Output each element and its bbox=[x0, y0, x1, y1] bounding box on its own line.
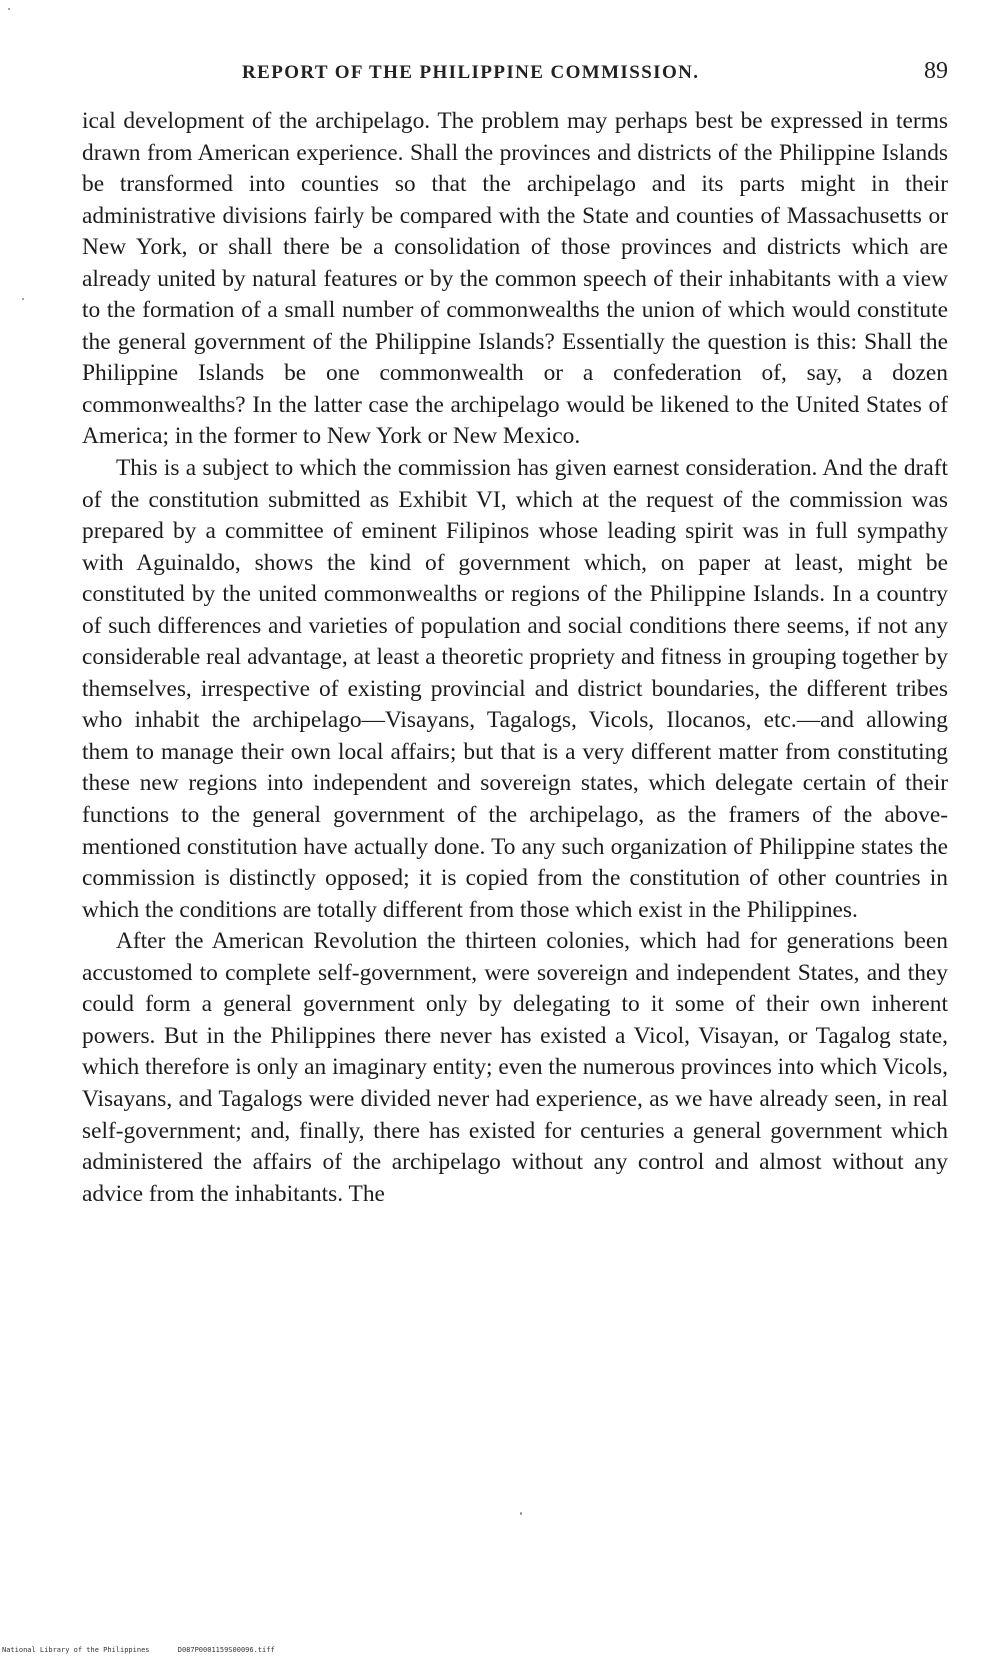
running-title: REPORT OF THE PHILIPPINE COMMISSION. bbox=[242, 62, 700, 83]
paragraph: After the American Revolution the thirteen colonies, which had for generations been accustomed to complete self-government, were sovereign and independent States, and they could form a general government only by delegating to it some of their own inherent powers. But in the Philippines there never has existed a Vicol, Visayan, or Tagalog state, which therefore is only an imaginary entity; even the numerous provinces into which Vicols, Visayans, and Tagalogs were divided never had experience, as we have already seen, in real self-government; and, finally, there has existed for centuries a general government which administered the affairs of the archipelago without any control and almost without any advice from the inhabitants. The bbox=[82, 928, 949, 1207]
scan-footer bbox=[2, 1646, 275, 1654]
scan-speck bbox=[22, 298, 24, 300]
running-head bbox=[82, 58, 948, 88]
page-number: 89 bbox=[924, 58, 948, 84]
paragraph: This is a subject to which the commission has given earnest consideration. And the draft of the constitution submitted as Exhibit VI, which at the request of the commission was prepared by a committee of eminent Filipinos whose leading spirit was in full sympathy with Aguinaldo, shows the kind of government which, on paper at least, might be constituted by the united commonwealths or regions of the Philippine Islands. In a country of such differences and varieties of population and social conditions there seems, if not any considerable real advantage, at least a theoretic propriety and fitness in grouping together by themselves, irrespective of existing provincial and district boundaries, the different tribes who inhabit the archipelago—Visayans, Tagalogs, Vicols, Ilocanos, etc.—and allowing them to manage their own local affairs; but that is a very different matter from constituting these new regions into independent and sovereign states, which delegate certain of their functions to the general government of the archipelago, as the framers of the above-mentioned constitution have actually done. To any such organization of Philippine states the commission is distinctly opposed; it is copied from the constitution of other countries in which the conditions are totally different from those which exist in the Philippines. bbox=[82, 455, 948, 923]
scan-speck bbox=[8, 8, 10, 10]
body-text bbox=[82, 106, 948, 1210]
scan-speck bbox=[520, 1512, 522, 1515]
footer-file: D087P0001159S00096.tiff bbox=[177, 1646, 275, 1654]
footer-library: National Library of the Philippines bbox=[2, 1646, 150, 1654]
paragraph-continued: ical development of the archipelago. The problem may perhaps best be expressed in terms drawn from American experience. Shall the provinces and districts of the Philippine Islands be transformed into counties so that the archipelago and its parts might in their administrative divisions fairly be compared with the State and counties of Massachusetts or New York, or shall there be a consolidation of those provinces and districts which are already united by natural features or by the common speech of their inhabitants with a view to the formation of a small number of commonwealths the union of which would constitute the general government of the Philippine Islands? Essentially the question is this: Shall the Philippine Islands be one commonwealth or a confederation of, say, a dozen commonwealths? In the latter case the archipelago would be likened to the United States of America; in the former to New York or New Mexico. bbox=[82, 108, 948, 450]
